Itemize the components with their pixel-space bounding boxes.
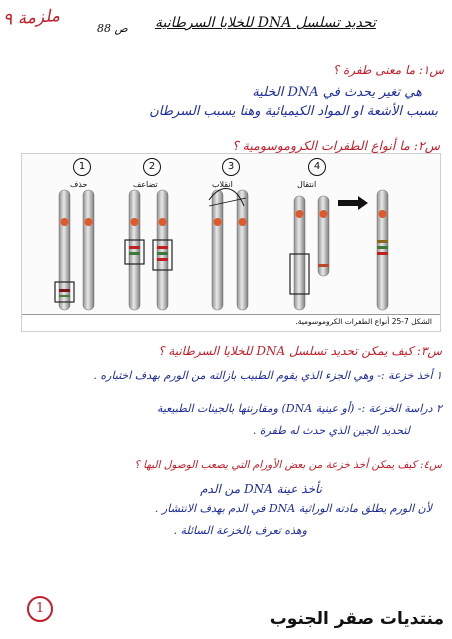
label-deletion: حذف — [70, 180, 88, 189]
chromosome — [83, 190, 94, 310]
q4-answer-line1: نأخذ عينة DNA من الدم — [200, 482, 322, 496]
q1-answer-line1: هي تغير يحدث في DNA الخلية — [252, 85, 422, 100]
q2-question: س٢: ما أنواع الطفرات الكروموسومية ؟ — [232, 138, 440, 153]
q4-answer-line2: لأن الورم يطلق مادته الوراثية DNA في الدم بهدف الانتشار . — [154, 502, 432, 515]
figure-caption-bar — [22, 314, 440, 331]
booklet-label: ملزمة ٩ — [2, 6, 61, 30]
page-marker-circle: 1 — [27, 596, 53, 622]
q1-question: س١: ما معنى طفرة ؟ — [332, 63, 444, 77]
type-number-4: 4 — [308, 158, 326, 176]
chromosome — [129, 190, 140, 310]
page-number: ص 88 — [97, 22, 128, 35]
chromosome — [237, 190, 248, 310]
label-duplication: تضاعف — [133, 180, 158, 189]
type-number-2: 2 — [143, 158, 161, 176]
label-translocation: انتقال — [297, 180, 317, 189]
type-number-1: 1 — [73, 158, 91, 176]
type-number-3: 3 — [222, 158, 240, 176]
chromosome-mutations-figure — [21, 153, 441, 332]
forum-watermark: منتديات صقر الجنوب — [269, 609, 444, 629]
chromosomes-drawing — [22, 154, 440, 314]
chromosome — [157, 190, 168, 310]
q1-answer-line2: بسبب الأشعة او المواد الكيميائية وهنا يسبب السرطان — [149, 104, 438, 119]
chromosome — [212, 190, 223, 310]
q3-step1: ١ أخذ خزعة :- وهي الجزء الذي يقوم الطبيب بازالته من الورم بهدف اختباره . — [93, 369, 442, 382]
q3-question: س٣: كيف يمكن تحديد تسلسل DNA للخلايا السرطانية ؟ — [158, 344, 442, 358]
label-inversion: انقلاب — [212, 180, 233, 189]
q4-question: س٤: كيف يمكن أخذ خزعة من بعض الأورام التي يصعب الوصول اليها ؟ — [134, 459, 442, 471]
figure-caption: الشكل 7-25 أنواع الطفرات الكروموسومية. — [295, 317, 432, 326]
chromosome — [377, 190, 388, 310]
translocation-arrow — [338, 196, 368, 210]
q3-step2: ٢ دراسة الخزعة :- (أو عينية DNA) ومقارنتها بالجينات الطبيعية — [156, 402, 442, 415]
q4-answer-line3: وهذه تعرف بالخزعة السائلة . — [173, 524, 307, 537]
q3-step2-continued: لتحديد الجين الذي حدث له طفرة . — [252, 424, 410, 437]
page-title: تحديد تسلسل DNA للخلايا السرطانية — [155, 15, 376, 31]
